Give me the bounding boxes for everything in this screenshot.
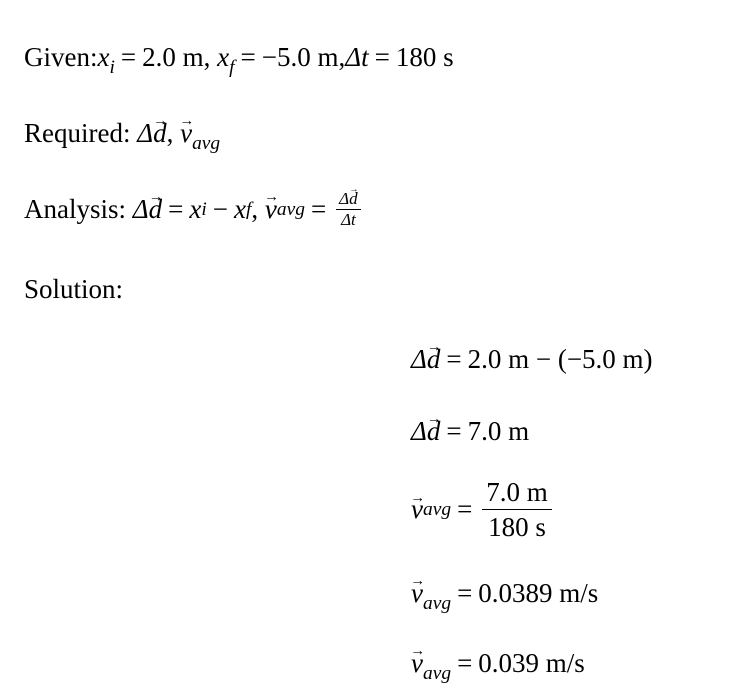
xi-variable: x <box>97 42 110 72</box>
displacement-vector: → d <box>427 418 441 445</box>
xf-variable: x <box>217 42 230 72</box>
avg-subscript: avg <box>422 662 452 684</box>
equals-sign: = <box>374 42 390 72</box>
given-line <box>24 44 454 77</box>
equals-sign: = <box>457 648 473 678</box>
avg-subscript: avg <box>422 592 452 614</box>
solution-step-3 <box>411 478 552 542</box>
comma: , <box>338 42 346 72</box>
delta-symbol: Δ <box>339 189 350 208</box>
comma: , <box>251 193 259 224</box>
comma: , <box>166 118 174 148</box>
displacement-vector: → d <box>153 120 167 147</box>
velocity-vector: → v <box>411 580 423 607</box>
solution-step-4 <box>411 580 598 613</box>
xf-variable: x <box>233 193 246 224</box>
solution-step-5 <box>411 650 585 683</box>
step-3-numerator: 7.0 m <box>482 478 552 510</box>
delta-symbol: Δ <box>411 344 427 374</box>
avg-subscript: avg <box>276 198 305 220</box>
delta-symbol: Δ <box>137 118 154 148</box>
equals-sign: = <box>446 416 462 446</box>
analysis-label: Analysis: <box>24 193 127 224</box>
solution-label: Solution: <box>24 274 124 304</box>
equals-sign: = <box>120 42 137 72</box>
step-2-value: 7.0 m <box>467 416 530 446</box>
delta-symbol: Δ <box>132 193 149 224</box>
step-3-denominator: 180 s <box>488 512 546 543</box>
delta-symbol: Δ <box>411 416 427 446</box>
velocity-vector: → v <box>265 196 277 223</box>
avg-subscript: avg <box>192 132 221 154</box>
xf-value: −5.0 m <box>261 42 339 72</box>
fraction-numerator <box>336 190 360 210</box>
velocity-fraction <box>336 190 360 229</box>
equals-sign: = <box>240 42 256 72</box>
displacement-vector: → d <box>149 196 163 223</box>
dt-variable: Δt <box>345 42 369 72</box>
step-5-value: 0.039 m/s <box>478 648 585 678</box>
equals-sign: = <box>168 193 184 224</box>
xf-subscript: f <box>245 198 252 220</box>
xi-subscript: i <box>109 56 115 78</box>
given-label: Given: <box>24 42 98 72</box>
velocity-vector: → v <box>180 120 192 147</box>
fraction-denominator: Δt <box>341 209 356 229</box>
equals-sign: = <box>457 578 473 608</box>
equals-sign: = <box>446 344 462 374</box>
required-line <box>24 120 220 153</box>
equals-sign: = <box>457 494 473 525</box>
xf-subscript: f <box>229 56 235 78</box>
equals-sign: = <box>310 193 327 224</box>
analysis-line <box>24 190 361 229</box>
step-1-value: 2.0 m − (−5.0 m) <box>467 344 653 374</box>
step-3-fraction <box>482 478 552 542</box>
solution-step-1 <box>411 346 653 373</box>
velocity-vector: → v <box>411 496 423 523</box>
xi-variable: x <box>189 193 202 224</box>
displacement-vector: → d <box>349 190 358 208</box>
step-4-value: 0.0389 m/s <box>478 578 599 608</box>
velocity-vector: → v <box>411 650 423 677</box>
solution-step-2 <box>411 418 529 445</box>
comma: , <box>203 42 211 72</box>
dt-value: 180 s <box>395 42 454 72</box>
avg-subscript: avg <box>422 499 452 521</box>
xi-value: 2.0 m <box>142 42 204 72</box>
required-label: Required: <box>24 118 131 148</box>
minus-sign: − <box>212 193 228 224</box>
displacement-vector: → d <box>427 346 441 373</box>
xi-subscript: i <box>201 198 207 220</box>
